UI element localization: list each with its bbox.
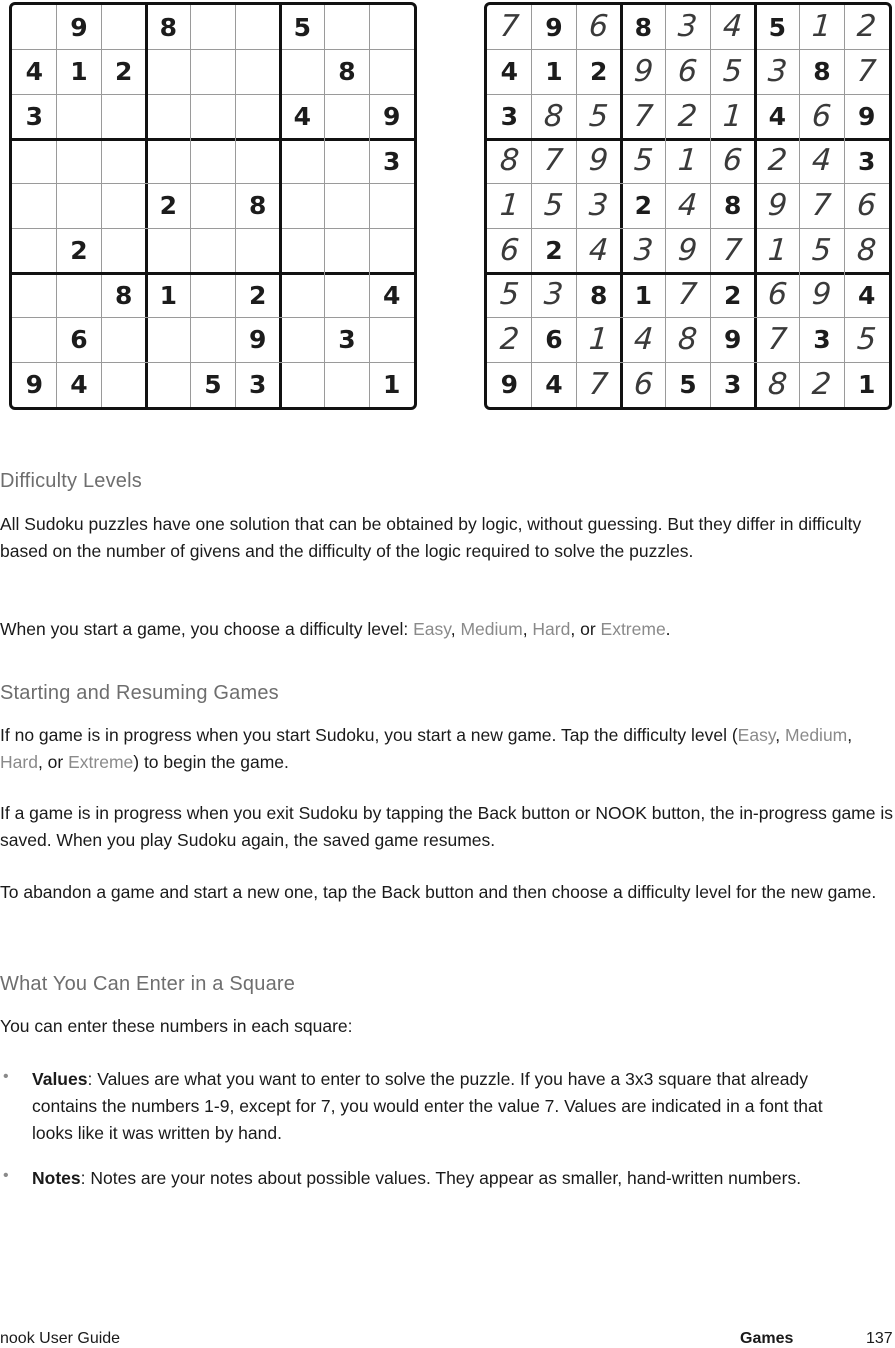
sudoku-cell[interactable] bbox=[235, 228, 280, 273]
sudoku-cell[interactable] bbox=[576, 362, 621, 407]
sudoku-cell[interactable] bbox=[487, 50, 532, 95]
starting-paragraph: If no game is in progress when you start Sudoku, you start a new game. Tap the difficulty level (Easy, Medium, Hard, or Extreme) to begin the game. bbox=[0, 725, 853, 772]
sudoku-cell[interactable] bbox=[12, 50, 57, 95]
given-digit: 8 bbox=[248, 191, 267, 221]
sudoku-cell[interactable] bbox=[621, 228, 666, 273]
sudoku-cell[interactable] bbox=[325, 94, 370, 139]
sudoku-cell[interactable] bbox=[666, 184, 711, 229]
enter-intro: You can enter these numbers in each square: bbox=[0, 1016, 353, 1036]
given-digit: 4 bbox=[768, 102, 787, 132]
sudoku-cell[interactable] bbox=[325, 184, 370, 229]
given-digit: 1 bbox=[634, 280, 653, 310]
given-digit: 6 bbox=[545, 325, 563, 355]
given-digit: 4 bbox=[70, 370, 88, 400]
sudoku-cell[interactable] bbox=[576, 50, 621, 95]
given-digit: 9 bbox=[70, 12, 88, 42]
given-digit: 1 bbox=[857, 370, 876, 400]
sudoku-cell[interactable] bbox=[191, 50, 236, 95]
sudoku-cell[interactable] bbox=[710, 318, 755, 363]
hard-level: Hard bbox=[532, 619, 571, 639]
sudoku-cell[interactable] bbox=[800, 273, 845, 318]
given-digit: 9 bbox=[25, 370, 44, 400]
sudoku-cell[interactable] bbox=[57, 318, 102, 363]
sudoku-cell[interactable] bbox=[191, 228, 236, 273]
sudoku-cell[interactable] bbox=[12, 273, 57, 318]
sudoku-cell[interactable] bbox=[57, 139, 102, 184]
given-digit: 8 bbox=[159, 12, 178, 42]
sudoku-cell[interactable] bbox=[146, 273, 191, 318]
sudoku-cell[interactable] bbox=[621, 273, 666, 318]
medium-level: Medium bbox=[460, 619, 523, 639]
sudoku-cell[interactable] bbox=[12, 5, 57, 50]
sudoku-cell[interactable] bbox=[800, 184, 845, 229]
sudoku-cell[interactable] bbox=[800, 50, 845, 95]
entered-value: 7 bbox=[498, 9, 521, 45]
sudoku-cell[interactable] bbox=[576, 318, 621, 363]
sudoku-cell[interactable] bbox=[280, 139, 325, 184]
sudoku-cell[interactable] bbox=[621, 139, 666, 184]
sudoku-cell[interactable] bbox=[57, 94, 102, 139]
sudoku-cell[interactable] bbox=[325, 228, 370, 273]
entered-value: 6 bbox=[632, 366, 655, 402]
sudoku-cell[interactable] bbox=[235, 362, 280, 407]
sudoku-cell[interactable] bbox=[844, 5, 889, 50]
given-digit: 6 bbox=[70, 325, 88, 355]
sudoku-cell[interactable] bbox=[576, 184, 621, 229]
sudoku-cell[interactable] bbox=[755, 362, 800, 407]
sudoku-cell[interactable] bbox=[487, 318, 532, 363]
entered-value: 4 bbox=[677, 187, 699, 223]
sudoku-cell[interactable] bbox=[369, 5, 414, 50]
sudoku-cell[interactable] bbox=[666, 273, 711, 318]
values-bullet-text: Values: Values are what you want to enter to solve the puzzle. If you have a 3x3 square that already contains the numbers 1-9, except for 7, you would enter the value 7. Values are indicated in a font that looks like it was written by hand. bbox=[32, 1069, 823, 1143]
sudoku-cell[interactable] bbox=[532, 362, 577, 407]
entered-value: 6 bbox=[811, 98, 833, 134]
entered-value: 8 bbox=[855, 232, 878, 268]
entered-value: 9 bbox=[632, 53, 655, 89]
entered-value: 2 bbox=[855, 9, 878, 45]
sudoku-cell[interactable] bbox=[57, 362, 102, 407]
sudoku-cell[interactable] bbox=[101, 94, 146, 139]
given-digit: 4 bbox=[382, 280, 401, 310]
sudoku-cell[interactable] bbox=[666, 50, 711, 95]
sudoku-cell[interactable] bbox=[57, 184, 102, 229]
sudoku-cell[interactable] bbox=[710, 50, 755, 95]
sudoku-cell[interactable] bbox=[12, 184, 57, 229]
sudoku-cell[interactable] bbox=[621, 50, 666, 95]
entered-value: 3 bbox=[543, 277, 565, 313]
sudoku-cell[interactable] bbox=[844, 94, 889, 139]
sudoku-cell[interactable] bbox=[666, 139, 711, 184]
sudoku-cell[interactable] bbox=[280, 184, 325, 229]
given-digit: 8 bbox=[813, 57, 831, 87]
sudoku-cell[interactable] bbox=[800, 94, 845, 139]
given-digit: 9 bbox=[545, 12, 563, 42]
sudoku-cell[interactable] bbox=[800, 228, 845, 273]
sudoku-cell[interactable] bbox=[844, 184, 889, 229]
sudoku-cell[interactable] bbox=[487, 273, 532, 318]
given-digit: 8 bbox=[634, 12, 653, 42]
given-digit: 2 bbox=[723, 280, 742, 310]
abandon-paragraph: To abandon a game and start a new one, tap the Back button and then choose a difficulty level for the new game. bbox=[0, 882, 877, 902]
entered-value: 9 bbox=[766, 187, 789, 223]
footer-page-number: 137 bbox=[866, 1330, 893, 1347]
sudoku-cell[interactable] bbox=[57, 50, 102, 95]
bullet-icon: • bbox=[3, 1068, 9, 1085]
given-digit: 3 bbox=[813, 325, 831, 355]
sudoku-cell[interactable] bbox=[621, 318, 666, 363]
easy-level: Easy bbox=[737, 725, 776, 745]
sudoku-cell[interactable] bbox=[487, 5, 532, 50]
enter-heading: What You Can Enter in a Square bbox=[0, 973, 296, 995]
entered-value: 3 bbox=[677, 9, 699, 45]
sudoku-cell[interactable] bbox=[101, 184, 146, 229]
entered-value: 7 bbox=[811, 187, 833, 223]
given-digit: 9 bbox=[500, 370, 519, 400]
entered-value: 8 bbox=[766, 366, 789, 402]
sudoku-cell[interactable] bbox=[755, 273, 800, 318]
given-digit: 3 bbox=[500, 102, 519, 132]
given-digit: 2 bbox=[70, 236, 88, 266]
entered-value: 8 bbox=[543, 98, 565, 134]
resume-paragraph: If a game is in progress when you exit Sudoku by tapping the Back button or NOOK button, the in-progress game is saved. When you play Sudoku again, the saved game resumes. bbox=[0, 803, 893, 850]
entered-value: 4 bbox=[587, 232, 610, 268]
sudoku-cell[interactable] bbox=[800, 139, 845, 184]
extreme-level: Extreme bbox=[68, 752, 134, 772]
sudoku-cell[interactable] bbox=[710, 94, 755, 139]
sudoku-cell[interactable] bbox=[146, 50, 191, 95]
entered-value: 6 bbox=[721, 143, 744, 179]
sudoku-cell[interactable] bbox=[235, 50, 280, 95]
sudoku-cell[interactable] bbox=[12, 94, 57, 139]
sudoku-cell[interactable] bbox=[235, 94, 280, 139]
sudoku-cell[interactable] bbox=[12, 228, 57, 273]
given-digit: 2 bbox=[114, 57, 133, 87]
given-digit: 8 bbox=[338, 57, 356, 87]
given-digit: 5 bbox=[679, 370, 697, 400]
given-digit: 8 bbox=[723, 191, 742, 221]
sudoku-cell[interactable] bbox=[191, 184, 236, 229]
sudoku-cell[interactable] bbox=[235, 318, 280, 363]
sudoku-cell[interactable] bbox=[146, 184, 191, 229]
sudoku-cell[interactable] bbox=[101, 362, 146, 407]
easy-level: Easy bbox=[413, 619, 451, 639]
entered-value: 5 bbox=[498, 277, 521, 313]
sudoku-cell[interactable] bbox=[235, 5, 280, 50]
given-digit: 9 bbox=[723, 325, 742, 355]
sudoku-cell[interactable] bbox=[621, 94, 666, 139]
sudoku-cell[interactable] bbox=[532, 94, 577, 139]
sudoku-cell[interactable] bbox=[369, 228, 414, 273]
sudoku-cell[interactable] bbox=[755, 50, 800, 95]
sudoku-cell[interactable] bbox=[487, 362, 532, 407]
sudoku-cell[interactable] bbox=[532, 184, 577, 229]
sudoku-cell[interactable] bbox=[191, 318, 236, 363]
given-digit: 3 bbox=[723, 370, 742, 400]
entered-value: 2 bbox=[811, 366, 833, 402]
given-digit: 1 bbox=[382, 370, 401, 400]
sudoku-cell[interactable] bbox=[487, 184, 532, 229]
entered-value: 7 bbox=[632, 98, 655, 134]
given-digit: 1 bbox=[70, 57, 88, 87]
sudoku-cell[interactable] bbox=[532, 139, 577, 184]
sudoku-cell[interactable] bbox=[800, 5, 845, 50]
sudoku-cell[interactable] bbox=[146, 5, 191, 50]
entered-value: 1 bbox=[721, 98, 744, 134]
entered-value: 7 bbox=[766, 321, 789, 357]
sudoku-cell[interactable] bbox=[844, 273, 889, 318]
given-digit: 3 bbox=[248, 370, 267, 400]
sudoku-cell[interactable] bbox=[146, 94, 191, 139]
given-digit: 5 bbox=[204, 370, 222, 400]
entered-value: 6 bbox=[587, 9, 610, 45]
sudoku-cell[interactable] bbox=[666, 5, 711, 50]
given-digit: 4 bbox=[293, 102, 312, 132]
sudoku-cell[interactable] bbox=[710, 273, 755, 318]
sudoku-cell[interactable] bbox=[325, 139, 370, 184]
sudoku-cell[interactable] bbox=[191, 5, 236, 50]
difficulty-paragraph: All Sudoku puzzles have one solution that can be obtained by logic, without guessing. But they differ in difficulty based on the number of givens and the difficulty of the logic required to solve the puzzles. bbox=[0, 514, 862, 561]
sudoku-cell[interactable] bbox=[146, 228, 191, 273]
difficulty-choice-paragraph: When you start a game, you choose a difficulty level: Easy, Medium, Hard, or Extreme. bbox=[0, 619, 671, 639]
sudoku-cell[interactable] bbox=[325, 50, 370, 95]
sudoku-cell[interactable] bbox=[191, 273, 236, 318]
entered-value: 6 bbox=[766, 277, 789, 313]
given-digit: 3 bbox=[857, 146, 876, 176]
entered-value: 3 bbox=[766, 53, 789, 89]
entered-value: 2 bbox=[498, 321, 521, 357]
sudoku-cell[interactable] bbox=[146, 362, 191, 407]
given-digit: 8 bbox=[589, 280, 608, 310]
sudoku-cell[interactable] bbox=[710, 5, 755, 50]
sudoku-cell[interactable] bbox=[101, 228, 146, 273]
entered-value: 7 bbox=[587, 366, 610, 402]
sudoku-cell[interactable] bbox=[280, 318, 325, 363]
entered-value: 5 bbox=[811, 232, 833, 268]
sudoku-cell[interactable] bbox=[487, 228, 532, 273]
sudoku-cell[interactable] bbox=[710, 362, 755, 407]
given-digit: 5 bbox=[293, 12, 312, 42]
sudoku-cell[interactable] bbox=[280, 50, 325, 95]
sudoku-cell[interactable] bbox=[487, 94, 532, 139]
given-digit: 4 bbox=[545, 370, 563, 400]
sudoku-cell[interactable] bbox=[325, 273, 370, 318]
entered-value: 5 bbox=[721, 53, 744, 89]
sudoku-cell[interactable] bbox=[666, 318, 711, 363]
sudoku-cell[interactable] bbox=[101, 273, 146, 318]
given-digit: 2 bbox=[545, 236, 563, 266]
entered-value: 8 bbox=[498, 143, 521, 179]
sudoku-cell[interactable] bbox=[280, 5, 325, 50]
sudoku-cell[interactable] bbox=[621, 362, 666, 407]
entered-value: 9 bbox=[811, 277, 833, 313]
sudoku-cell[interactable] bbox=[12, 318, 57, 363]
given-digit: 3 bbox=[25, 102, 44, 132]
sudoku-cell[interactable] bbox=[710, 184, 755, 229]
sudoku-cell[interactable] bbox=[800, 318, 845, 363]
sudoku-cell[interactable] bbox=[532, 273, 577, 318]
sudoku-cell[interactable] bbox=[621, 184, 666, 229]
sudoku-cell[interactable] bbox=[101, 5, 146, 50]
sudoku-puzzle-grid bbox=[9, 2, 417, 410]
given-digit: 1 bbox=[545, 57, 563, 87]
sudoku-cell[interactable] bbox=[576, 228, 621, 273]
given-digit: 3 bbox=[382, 146, 401, 176]
given-digit: 9 bbox=[248, 325, 267, 355]
entered-value: 1 bbox=[587, 321, 610, 357]
extreme-level: Extreme bbox=[600, 619, 666, 639]
sudoku-cell[interactable] bbox=[280, 94, 325, 139]
sudoku-cell[interactable] bbox=[532, 5, 577, 50]
entered-value: 7 bbox=[677, 277, 699, 313]
entered-value: 1 bbox=[677, 143, 699, 179]
sudoku-cell[interactable] bbox=[755, 318, 800, 363]
sudoku-cell[interactable] bbox=[710, 139, 755, 184]
sudoku-cell[interactable] bbox=[57, 5, 102, 50]
sudoku-cell[interactable] bbox=[369, 50, 414, 95]
given-digit: 4 bbox=[857, 280, 876, 310]
entered-value: 5 bbox=[855, 321, 878, 357]
sudoku-cell[interactable] bbox=[576, 5, 621, 50]
given-digit: 2 bbox=[634, 191, 653, 221]
sudoku-cell[interactable] bbox=[101, 318, 146, 363]
difficulty-heading: Difficulty Levels bbox=[0, 470, 142, 492]
sudoku-cell[interactable] bbox=[191, 139, 236, 184]
sudoku-cell[interactable] bbox=[666, 228, 711, 273]
entered-value: 4 bbox=[632, 321, 655, 357]
entered-value: 3 bbox=[587, 187, 610, 223]
sudoku-cell[interactable] bbox=[280, 273, 325, 318]
entered-value: 4 bbox=[811, 143, 833, 179]
entered-value: 5 bbox=[543, 187, 565, 223]
entered-value: 7 bbox=[855, 53, 878, 89]
given-digit: 2 bbox=[589, 57, 608, 87]
entered-value: 2 bbox=[677, 98, 699, 134]
sudoku-cell[interactable] bbox=[576, 94, 621, 139]
sudoku-cell[interactable] bbox=[57, 273, 102, 318]
sudoku-cell[interactable] bbox=[57, 228, 102, 273]
sudoku-cell[interactable] bbox=[844, 318, 889, 363]
entered-value: 6 bbox=[855, 187, 878, 223]
sudoku-cell[interactable] bbox=[666, 94, 711, 139]
sudoku-cell[interactable] bbox=[755, 228, 800, 273]
sudoku-cell[interactable] bbox=[325, 318, 370, 363]
medium-level: Medium bbox=[785, 725, 848, 745]
values-term: Values bbox=[32, 1069, 88, 1089]
sudoku-cell[interactable] bbox=[576, 273, 621, 318]
sudoku-cell[interactable] bbox=[621, 5, 666, 50]
entered-value: 5 bbox=[587, 98, 610, 134]
entered-value: 3 bbox=[632, 232, 655, 268]
sudoku-cell[interactable] bbox=[369, 94, 414, 139]
entered-value: 9 bbox=[587, 143, 610, 179]
sudoku-cell[interactable] bbox=[191, 362, 236, 407]
sudoku-cell[interactable] bbox=[844, 228, 889, 273]
sudoku-cell[interactable] bbox=[12, 139, 57, 184]
entered-value: 6 bbox=[677, 53, 699, 89]
entered-value: 5 bbox=[632, 143, 655, 179]
sudoku-cell[interactable] bbox=[235, 184, 280, 229]
sudoku-cell[interactable] bbox=[235, 273, 280, 318]
given-digit: 9 bbox=[857, 102, 876, 132]
sudoku-cell[interactable] bbox=[755, 184, 800, 229]
sudoku-cell[interactable] bbox=[369, 273, 414, 318]
notes-term: Notes bbox=[32, 1168, 81, 1188]
sudoku-cell[interactable] bbox=[844, 139, 889, 184]
entered-value: 1 bbox=[498, 187, 521, 223]
sudoku-cell[interactable] bbox=[755, 94, 800, 139]
sudoku-cell[interactable] bbox=[101, 139, 146, 184]
given-digit: 3 bbox=[338, 325, 356, 355]
sudoku-cell[interactable] bbox=[369, 184, 414, 229]
given-digit: 5 bbox=[768, 12, 787, 42]
given-digit: 4 bbox=[25, 57, 44, 87]
sudoku-cell[interactable] bbox=[12, 362, 57, 407]
sudoku-cell[interactable] bbox=[235, 139, 280, 184]
sudoku-cell[interactable] bbox=[325, 362, 370, 407]
sudoku-solution-grid bbox=[484, 2, 892, 410]
entered-value: 7 bbox=[721, 232, 744, 268]
sudoku-cell[interactable] bbox=[755, 139, 800, 184]
sudoku-cell[interactable] bbox=[146, 139, 191, 184]
sudoku-cell[interactable] bbox=[755, 5, 800, 50]
sudoku-cell[interactable] bbox=[369, 318, 414, 363]
sudoku-cell[interactable] bbox=[532, 50, 577, 95]
given-digit: 9 bbox=[382, 102, 401, 132]
bullet-icon: • bbox=[3, 1167, 9, 1184]
entered-value: 6 bbox=[498, 232, 521, 268]
given-digit: 1 bbox=[159, 280, 178, 310]
entered-value: 1 bbox=[811, 9, 833, 45]
given-digit: 2 bbox=[248, 280, 267, 310]
sudoku-cell[interactable] bbox=[710, 228, 755, 273]
sudoku-cell[interactable] bbox=[280, 362, 325, 407]
sudoku-cell[interactable] bbox=[844, 50, 889, 95]
entered-value: 4 bbox=[721, 9, 744, 45]
sudoku-cell[interactable] bbox=[280, 228, 325, 273]
footer-guide-title: nook User Guide bbox=[0, 1330, 121, 1347]
sudoku-cell[interactable] bbox=[532, 228, 577, 273]
entered-value: 1 bbox=[766, 232, 789, 268]
entered-value: 7 bbox=[543, 143, 565, 179]
sudoku-cell[interactable] bbox=[487, 139, 532, 184]
sudoku-cell[interactable] bbox=[844, 362, 889, 407]
notes-bullet-text: Notes: Notes are your notes about possible values. They appear as smaller, hand-written numbers. bbox=[32, 1168, 802, 1188]
sudoku-cell[interactable] bbox=[666, 362, 711, 407]
sudoku-cell[interactable] bbox=[325, 5, 370, 50]
entered-value: 9 bbox=[677, 232, 699, 268]
sudoku-cell[interactable] bbox=[532, 318, 577, 363]
sudoku-cell[interactable] bbox=[101, 50, 146, 95]
given-digit: 4 bbox=[500, 57, 519, 87]
entered-value: 8 bbox=[677, 321, 699, 357]
sudoku-cell[interactable] bbox=[576, 139, 621, 184]
sudoku-cell[interactable] bbox=[800, 362, 845, 407]
sudoku-cell[interactable] bbox=[146, 318, 191, 363]
sudoku-cell[interactable] bbox=[369, 362, 414, 407]
sudoku-cell[interactable] bbox=[369, 139, 414, 184]
footer-section: Games bbox=[740, 1330, 794, 1347]
given-digit: 8 bbox=[114, 280, 133, 310]
entered-value: 2 bbox=[766, 143, 789, 179]
hard-level: Hard bbox=[0, 752, 38, 772]
given-digit: 2 bbox=[159, 191, 178, 221]
sudoku-cell[interactable] bbox=[191, 94, 236, 139]
starting-heading: Starting and Resuming Games bbox=[0, 682, 279, 704]
